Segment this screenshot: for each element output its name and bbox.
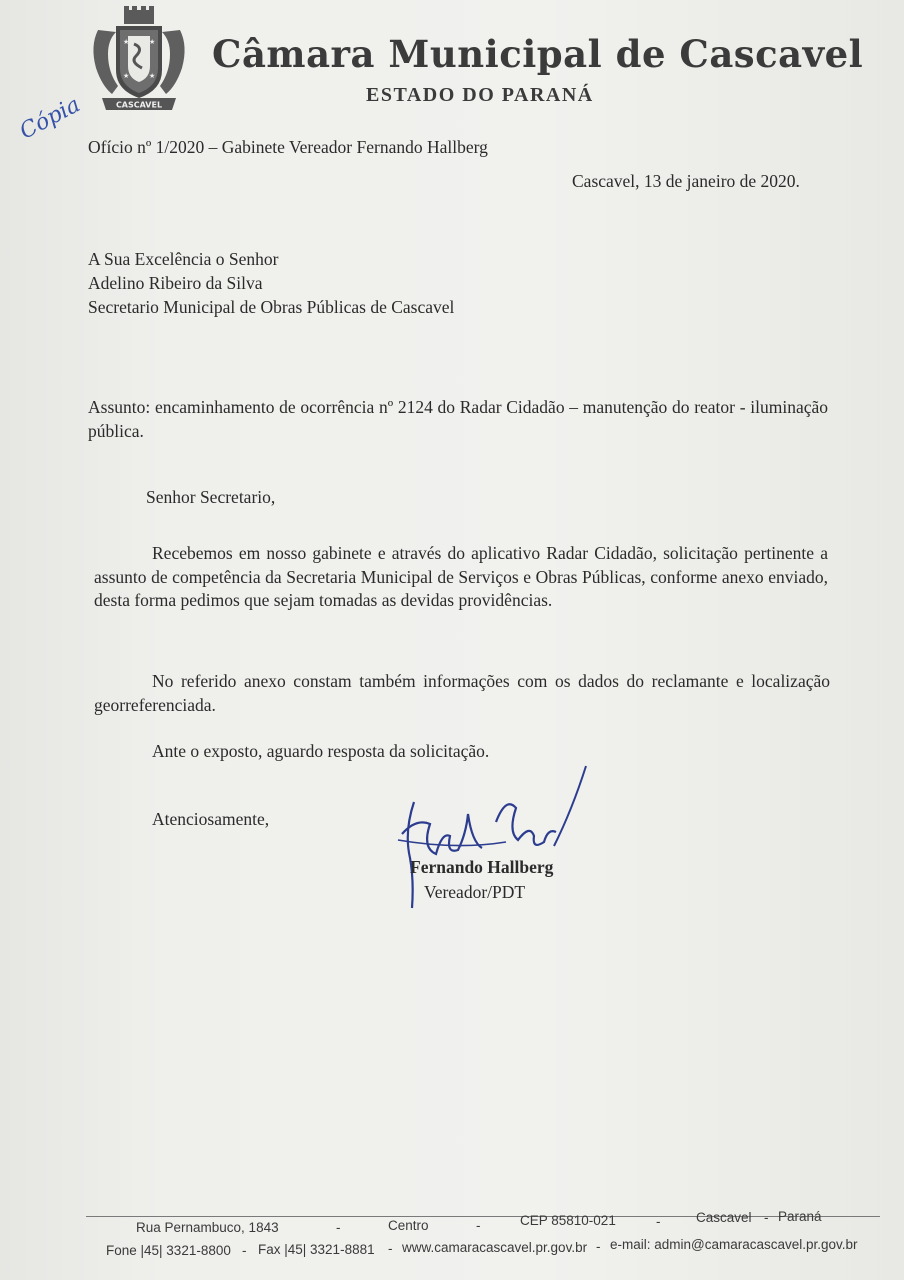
svg-text:★: ★ xyxy=(149,72,156,80)
recipient-line-1: A Sua Excelência o Senhor xyxy=(88,249,279,269)
signer-name: Fernando Hallberg xyxy=(410,857,554,877)
coat-of-arms-logo xyxy=(88,6,190,114)
letterhead-subtitle: ESTADO DO PARANÁ xyxy=(366,84,594,106)
recipient-line-2: Adelino Ribeiro da Silva xyxy=(88,273,263,293)
footer-separator: - xyxy=(476,1218,481,1233)
body-paragraph-1: Recebemos em nosso gabinete e através do aplicativo Radar Cidadão, solicitação pertinente a assunto de competência da Secretaria Municipal de Serviços e Obras Públicas, conforme anexo enviado, desta forma pedimos que sejam tomadas as devidas providências. xyxy=(94,543,828,610)
svg-text:★: ★ xyxy=(149,38,156,46)
footer-separator: - xyxy=(656,1214,661,1229)
letterhead-title: Câmara Municipal de Cascavel xyxy=(212,32,864,76)
svg-text:★: ★ xyxy=(123,38,130,46)
handwritten-note-text: Cópia xyxy=(15,92,85,145)
crest-label: CASCAVEL xyxy=(115,100,163,110)
footer-divider xyxy=(86,1216,880,1217)
subject-line: Assunto: encaminhamento de ocorrência nº 2124 do Radar Cidadão – manutenção do reator - iluminação pública. xyxy=(88,397,828,441)
footer-website: www.camaracascavel.pr.gov.br xyxy=(402,1240,588,1255)
svg-text:★: ★ xyxy=(123,72,130,80)
document-reference: Ofício nº 1/2020 – Gabinete Vereador Fernando Hallberg xyxy=(88,137,488,157)
footer-separator: - xyxy=(336,1220,341,1235)
footer-phone: Fone |45| 3321-8800 xyxy=(106,1243,231,1258)
salutation: Senhor Secretario, xyxy=(146,487,276,507)
footer-city: Cascavel xyxy=(696,1210,752,1225)
closing: Atenciosamente, xyxy=(152,809,270,829)
document-date: Cascavel, 13 de janeiro de 2020. xyxy=(572,171,800,191)
footer-cep: CEP 85810-021 xyxy=(520,1213,616,1228)
footer-fax: Fax |45| 3321-8881 xyxy=(258,1242,375,1257)
footer-address: Rua Pernambuco, 1843 xyxy=(136,1220,279,1235)
footer-separator: - xyxy=(596,1239,601,1254)
footer-separator: - xyxy=(764,1210,769,1225)
footer-separator: - xyxy=(242,1243,247,1258)
body-paragraph-3: Ante o exposto, aguardo resposta da solicitação. xyxy=(152,741,490,761)
handwritten-copy-note xyxy=(14,90,85,145)
signer-title: Vereador/PDT xyxy=(424,882,526,902)
footer-email: e-mail: admin@camaracascavel.pr.gov.br xyxy=(610,1237,858,1252)
footer-district: Centro xyxy=(388,1218,429,1233)
footer-separator: - xyxy=(388,1241,393,1256)
body-paragraph-2: No referido anexo constam também informações com os dados do reclamante e localização georreferenciada. xyxy=(94,671,830,715)
footer-state: Paraná xyxy=(778,1209,822,1224)
recipient-line-3: Secretario Municipal de Obras Públicas de Cascavel xyxy=(88,297,455,317)
